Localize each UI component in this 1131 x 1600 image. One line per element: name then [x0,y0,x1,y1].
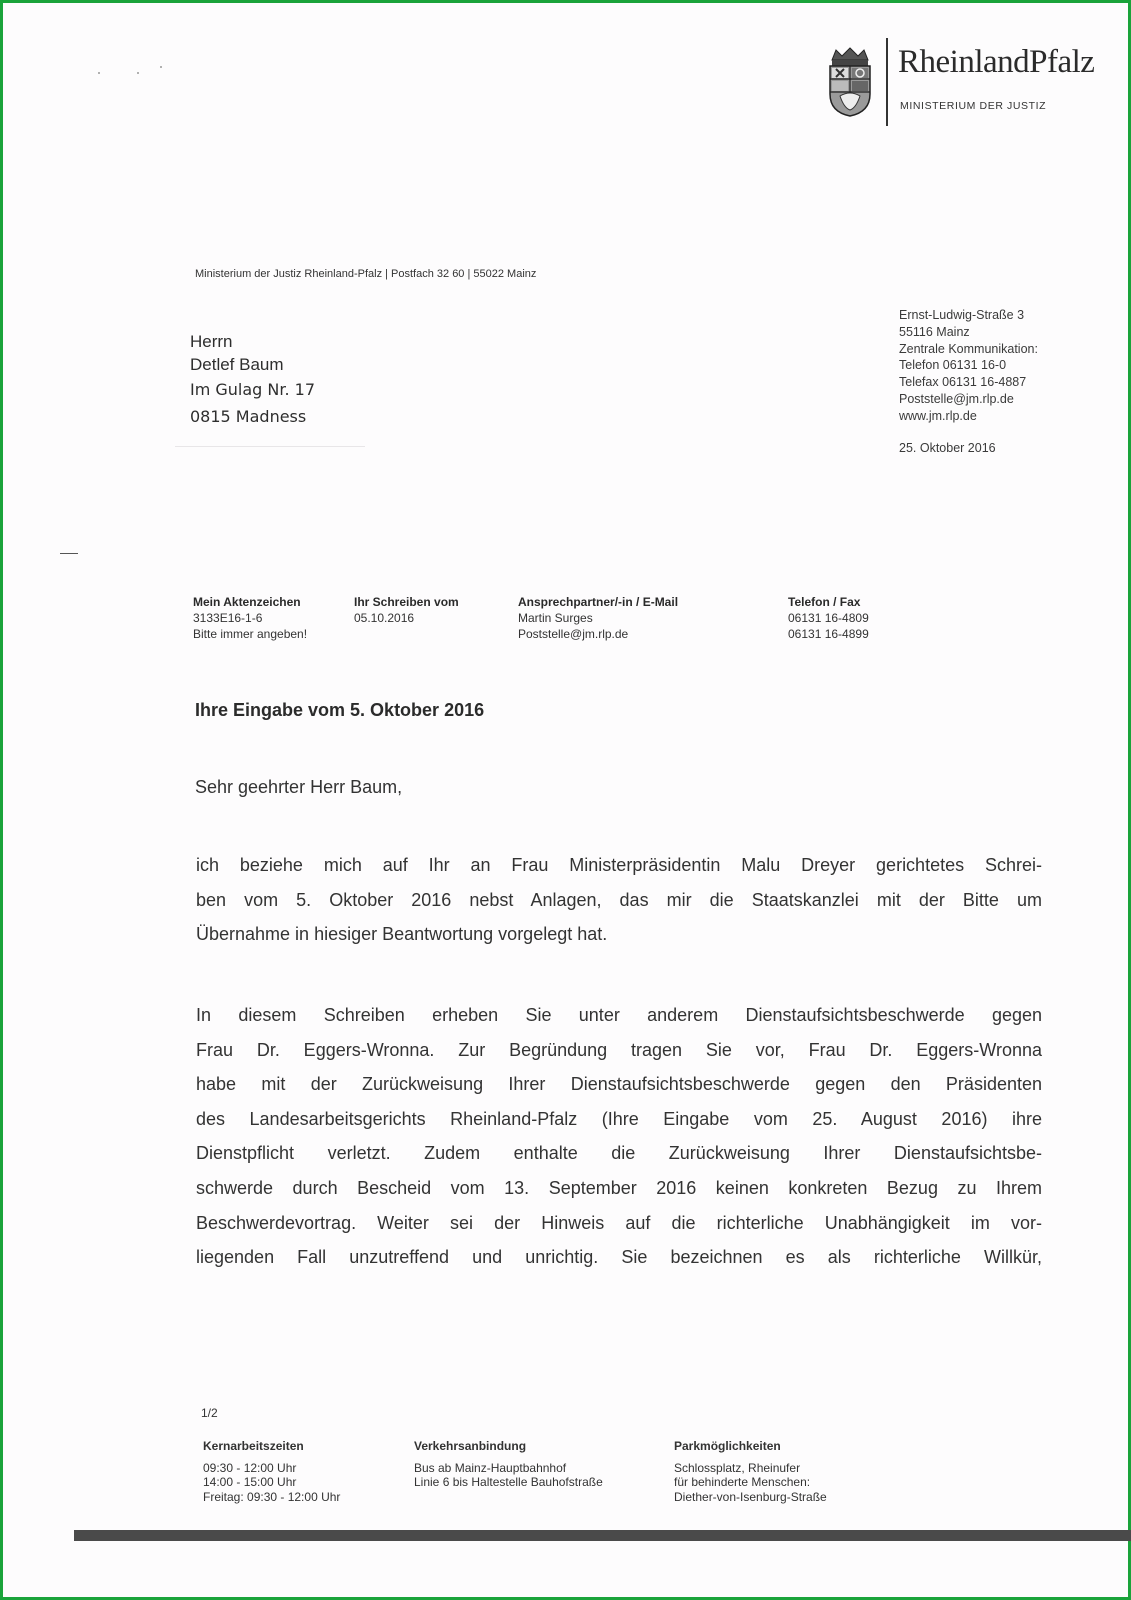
ref-header: Ansprechpartner/-in / E-Mail [518,595,679,609]
body-line: In diesem Schreiben erheben Sie unter anderem Dienstaufsichtsbeschwerde gegen [196,1005,1042,1025]
ref-phone-fax [788,594,869,642]
footer-header: Parkmöglichkeiten [674,1439,781,1453]
ref-file-number [193,594,307,642]
body-paragraph-1 [196,848,1042,952]
ref-value: 06131 16-4899 [788,627,869,641]
ref-value: Bitte immer angeben! [193,627,308,641]
ref-value: Martin Surges [518,611,593,625]
contact-website: www.jm.rlp.de [899,408,977,423]
ref-value: Poststelle@jm.rlp.de [518,627,629,641]
recipient-address [190,330,315,430]
bottom-bar [74,1530,1131,1541]
body-line: habe mit der Zurückweisung Ihrer Dienstaufsichtsbeschwerde gegen den Präsidenten [196,1074,1042,1095]
address-window-line [175,446,365,447]
footer-office-hours [203,1439,340,1504]
footer-header: Kernarbeitszeiten [203,1439,304,1453]
scan-speck [98,72,100,74]
body-line: Übernahme in hiesiger Beantwortung vorgelegt hat. [196,924,608,945]
body-line: Frau Dr. Eggers-Wronna. Zur Begründung tragen Sie vor, Frau Dr. Eggers-Wronna [196,1039,1042,1060]
brand-wordmark: RheinlandPfalz [898,44,1095,80]
letter-subject: Ihre Eingabe vom 5. Oktober 2016 [195,700,485,720]
ministry-name: MINISTERIUM DER JUSTIZ [900,100,1047,112]
footer-line: 09:30 - 12:00 Uhr [203,1460,297,1475]
body-line: schwerde durch Bescheid vom 13. September 2016 keinen konkreten Bezug zu Ihrem [196,1177,1042,1198]
letter-date: 25. Oktober 2016 [899,441,996,455]
body-line: des Landesarbeitsgerichts Rheinland-Pfalz (Ihre Eingabe vom 25. August 2016) ihre [196,1108,1042,1129]
ref-value: 06131 16-4809 [788,611,869,625]
footer-transport [414,1439,603,1490]
fold-mark [60,553,78,554]
body-paragraph-2 [196,998,1042,1275]
footer-line: Schlossplatz, Rheinufer [674,1460,801,1475]
ref-header: Telefon / Fax [788,595,861,609]
sender-address-line: Ministerium der Justiz Rheinland-Pfalz | Postfach 32 60 | 55022 Mainz [195,268,537,280]
footer-header: Verkehrsanbindung [414,1439,527,1453]
contact-line: Telefax 06131 16-4887 [899,375,1027,390]
ref-value: 3133E16-1-6 [193,611,263,625]
ref-contact-person [518,594,678,642]
body-line: ich beziehe mich auf Ihr an Frau Ministerpräsidentin Malu Dreyer gerichtetes Schrei- [196,855,1042,875]
scan-speck [160,66,162,68]
footer-line: für behinderte Menschen: [674,1475,811,1489]
footer-line: 14:00 - 15:00 Uhr [203,1475,297,1489]
recipient-street: Im Gulag Nr. 17 [190,380,316,399]
ref-header: Ihr Schreiben vom [354,595,459,609]
scan-speck [137,72,139,74]
page-number: 1/2 [201,1406,218,1420]
body-line: Beschwerdevortrag. Weiter sei der Hinweis auf die richterliche Unabhängigkeit im vor- [196,1212,1042,1233]
contact-line: Telefon 06131 16-0 [899,358,1007,373]
letterhead-logo [826,38,1095,128]
body-line: ben vom 5. Oktober 2016 nebst Anlagen, das mir die Staatskanzlei mit der Bitte um [196,889,1042,910]
recipient-salutation: Herrn [190,332,233,351]
ref-your-letter [354,594,459,626]
contact-line: Ernst-Ludwig-Straße 3 [899,308,1025,322]
footer-line: Bus ab Mainz-Hauptbahnhof [414,1460,567,1475]
recipient-name: Detlef Baum [190,355,284,374]
footer-line: Freitag: 09:30 - 12:00 Uhr [203,1489,341,1504]
ref-header: Mein Aktenzeichen [193,595,301,609]
footer-line: Diether-von-Isenburg-Straße [674,1489,827,1504]
recipient-city: 0815 Madness [190,407,307,426]
contact-line: 55116 Mainz [899,324,970,339]
footer-parking [674,1439,827,1504]
body-line: liegenden Fall unzutreffend und unrichtig. Sie bezeichnen es als richterliche Willkür, [196,1247,1042,1268]
footer-line: Linie 6 bis Haltestelle Bauhofstraße [414,1475,603,1489]
logo-divider [886,38,888,126]
contact-email: Poststelle@jm.rlp.de [899,391,1014,406]
coat-of-arms-icon [826,46,874,118]
ref-value: 05.10.2016 [354,611,415,625]
body-line: Dienstpflicht verletzt. Zudem enthalte die Zurückweisung Ihrer Dienstaufsichtsbe- [196,1143,1042,1164]
contact-line: Zentrale Kommunikation: [899,341,1038,356]
contact-block [899,307,1038,425]
letter-salutation: Sehr geehrter Herr Baum, [195,777,403,797]
